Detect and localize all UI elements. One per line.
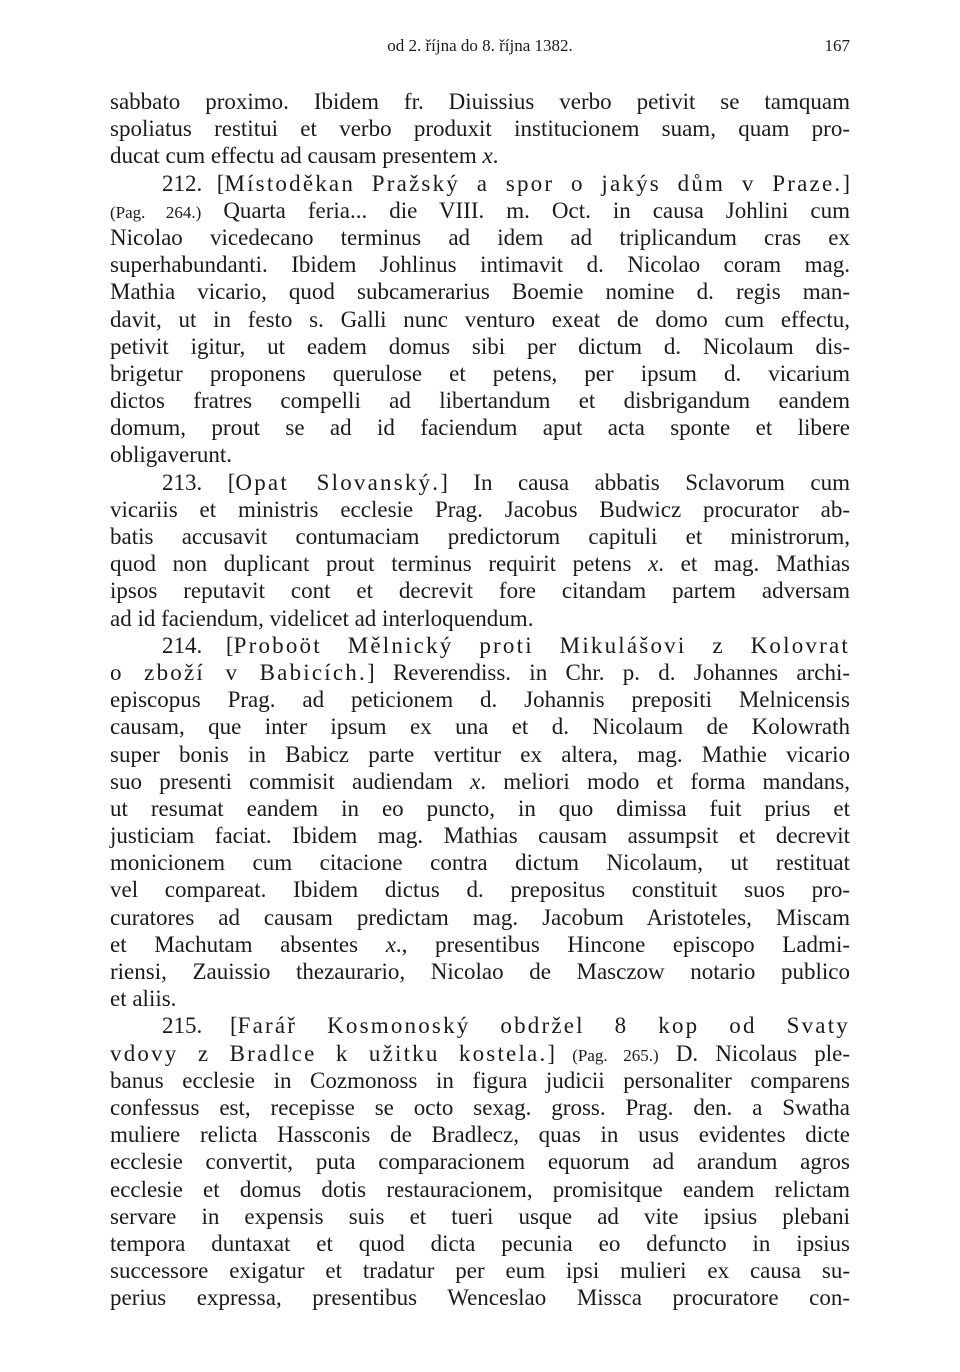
text-line: monicionem cum citacione contra dictum Nicolaum, ut restituat	[110, 850, 850, 876]
text-line: sabbato proximo. Ibidem fr. Diuissius verbo petivit se tamquam	[110, 89, 850, 114]
running-title: od 2. října do 8. října 1382.	[387, 36, 573, 55]
text-line: (Pag. 264.) Quarta feria... die VIII. m. Oct. in causa Johlini cum	[110, 197, 850, 223]
entry-heading-215: 215. [Farář Kosmonoský obdržel 8 kop od Svaty	[162, 1013, 850, 1039]
text-line: o zboží v Babicích.] Reverendiss. in Chr. p. d. Johannes archi-	[110, 659, 850, 685]
text-line: muliere relicta Hassconis de Bradlecz, quas in usus evidentes dicte	[110, 1122, 850, 1148]
entry-heading-214: 214. [Proboöt Mělnický proti Mikulášovi z Kolovrat	[162, 632, 850, 658]
text-line: et aliis.	[110, 986, 177, 1012]
text-line: vicariis et ministris ecclesie Prag. Jacobus Budwicz procurator ab-	[110, 496, 850, 522]
entry-heading-212: 212. [Místoděkan Pražský a spor o jakýs dům v Praze.]	[162, 170, 850, 196]
text-line: justiciam faciat. Ibidem mag. Mathias causam assumpsit et decrevit	[110, 823, 850, 849]
entry-heading-213: 213. [Opat Slovanský.] In causa abbatis Sclavorum cum	[162, 469, 850, 495]
running-head	[110, 36, 850, 60]
entry-title: Místoděkan Pražský a spor o jakýs dům v Praze.	[224, 170, 843, 196]
text-line: spoliatus restitui et verbo produxit institucionem suam, quam pro-	[110, 116, 850, 142]
text-line: curatores ad causam predictam mag. Jacobum Aristoteles, Miscam	[110, 904, 850, 930]
page-reference: (Pag. 265.)	[572, 1045, 659, 1065]
text-line: servare in expensis suis et tueri usque ad vite ipsius plebani	[110, 1203, 850, 1229]
text-line: davit, ut in festo s. Galli nunc venturo exeat de domo cum effectu,	[110, 306, 850, 332]
text-line: successore exigatur et tradatur per eum ipsi mulieri ex causa su-	[110, 1258, 850, 1284]
text-line: petivit igitur, ut eadem domus sibi per dictum d. Nicolaum dis-	[110, 333, 850, 359]
text-line: vel compareat. Ibidem dictus d. prepositus constituit suos pro-	[110, 877, 850, 903]
text-line: ut resumat eandem in eo puncto, in quo dimissa fuit prius et	[110, 795, 850, 821]
text-line: domum, prout se ad id faciendum aput acta sponte et libere	[110, 415, 850, 441]
text-line: tempora duntaxat et quod dicta pecunia eo defuncto in ipsius	[110, 1230, 850, 1256]
text-line: quod non duplicant prout terminus requirit petens x. et mag. Mathias	[110, 551, 850, 577]
entry-title: o zboží v Babicích.	[110, 659, 367, 685]
text-line: causam, que inter ipsum ex una et d. Nicolaum de Kolowrath	[110, 714, 850, 740]
text-line: obligaverunt.	[110, 442, 232, 468]
text-line: suo presenti commisit audiendam x. meliori modo et forma mandans,	[110, 768, 850, 794]
text-line: episcopus Prag. ad peticionem d. Johannis prepositi Melnicensis	[110, 687, 850, 713]
text-line: ad id faciendum, videlicet ad interloquendum.	[110, 605, 534, 631]
text-line: ecclesie et domus dotis restauracionem, promisitque eandem relictam	[110, 1176, 850, 1202]
page-reference: (Pag. 264.)	[110, 202, 202, 222]
text-line: ducat cum effectu ad causam presentem x.	[110, 143, 499, 169]
text-line: et Machutam absentes x., presentibus Hincone episcopo Ladmi-	[110, 931, 850, 957]
entry-title: Proboöt Mělnický proti Mikulášovi z Kolovrat	[233, 632, 850, 658]
text-line: perius expressa, presentibus Wenceslao Missca procuratore con-	[110, 1285, 850, 1311]
text-line: ecclesie convertit, puta comparacionem equorum ad arandum agros	[110, 1149, 850, 1175]
text-line: confessus est, recepisse se octo sexag. gross. Prag. den. a Swatha	[110, 1094, 850, 1120]
text-line: banus ecclesie in Cozmonoss in figura judicii personaliter comparens	[110, 1067, 850, 1093]
text-line: batis accusavit contumaciam predictorum capituli et ministrorum,	[110, 524, 850, 549]
page-number: 167	[824, 36, 850, 55]
entry-title: vdovy z Bradlce k užitku kostela.	[110, 1040, 548, 1066]
entry-title: Opat Slovanský.	[235, 469, 441, 495]
text-line: vdovy z Bradlce k užitku kostela.] (Pag. 265.) D. Nicolaus ple-	[110, 1040, 850, 1066]
text-line: superhabundanti. Ibidem Johlinus intimavit d. Nicolao coram mag.	[110, 252, 850, 278]
body-text	[110, 88, 850, 1311]
entry-title: Farář Kosmonoský obdržel 8 kop od Svaty	[237, 1013, 850, 1039]
text-line: brigetur proponens querulose et petens, per ipsum d. vicarium	[110, 360, 850, 386]
text-line: riensi, Zauissio thezaurario, Nicolao de Masczow notario publico	[110, 959, 850, 984]
text-line: Mathia vicario, quod subcamerarius Boemie nomine d. regis man-	[110, 279, 850, 305]
text-line: super bonis in Babicz parte vertitur ex altera, mag. Mathie vicario	[110, 741, 850, 767]
text-line: ipsos reputavit cont et decrevit fore citandam partem adversam	[110, 578, 850, 604]
text-line: dictos fratres compelli ad libertandum et disbrigandum eandem	[110, 388, 850, 414]
text-line: Nicolao vicedecano terminus ad idem ad triplicandum cras ex	[110, 224, 850, 250]
